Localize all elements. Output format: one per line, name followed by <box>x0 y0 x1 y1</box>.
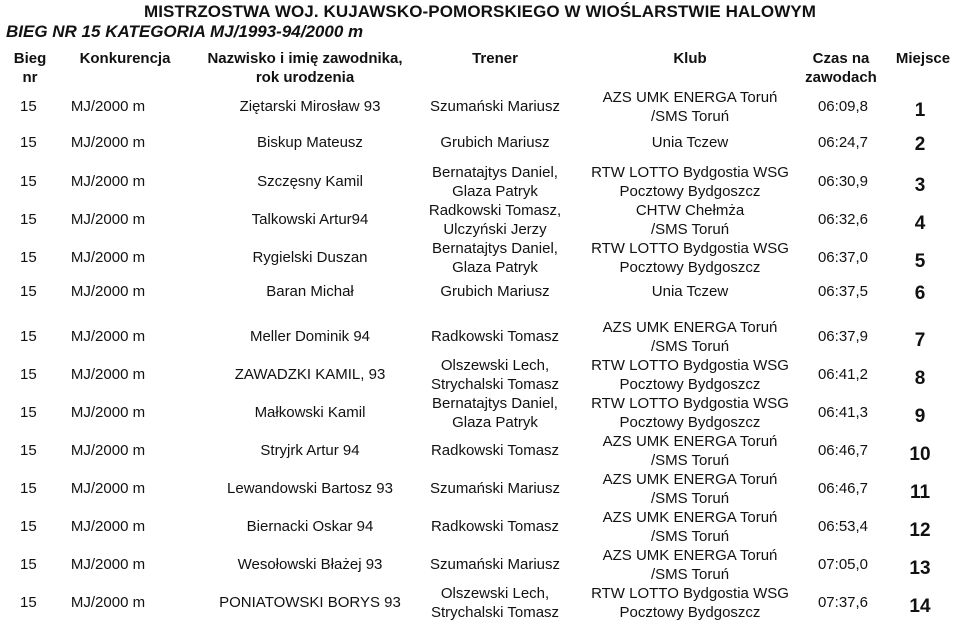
klub <box>590 508 790 546</box>
bieg-nr: 15 <box>20 442 37 459</box>
miejsce: 12 <box>909 520 931 541</box>
trener-line: Olszewski Lech, <box>440 585 550 602</box>
trener-line: Grubich Mariusz <box>440 283 550 300</box>
konkurencja: MJ/2000 m <box>70 480 146 497</box>
trener <box>420 134 570 151</box>
bieg-nr: 15 <box>20 328 37 345</box>
konkurencja: MJ/2000 m <box>70 283 146 300</box>
trener <box>420 201 570 239</box>
czas: 06:37,0 <box>817 249 869 266</box>
klub-line: Pocztowy Bydgoszcz <box>619 183 761 200</box>
klub <box>590 432 790 470</box>
trener-line: Grubich Mariusz <box>440 134 550 151</box>
klub <box>590 584 790 622</box>
klub <box>590 163 790 201</box>
klub-line: AZS UMK ENERGA Toruń <box>602 471 778 488</box>
trener <box>420 283 570 300</box>
klub-line: /SMS Toruń <box>650 108 730 125</box>
czas: 06:53,4 <box>817 518 869 535</box>
trener-line: Ulczyński Jerzy <box>443 221 547 238</box>
bieg-nr: 15 <box>20 283 37 300</box>
bieg-nr: 15 <box>20 134 37 151</box>
klub-line: Pocztowy Bydgoszcz <box>619 259 761 276</box>
miejsce: 3 <box>914 175 926 196</box>
konkurencja: MJ/2000 m <box>70 134 146 151</box>
trener-line: Szumański Mariusz <box>429 480 561 497</box>
trener-line: Radkowski Tomasz <box>430 518 560 535</box>
zawodnik-name: Ziętarski Mirosław 93 <box>239 98 381 115</box>
klub-line: RTW LOTTO Bydgostia WSG <box>591 395 789 412</box>
table-row <box>0 356 960 394</box>
klub <box>590 546 790 584</box>
zawodnik-name: Lewandowski Bartosz 93 <box>227 480 393 497</box>
klub <box>590 134 790 151</box>
bieg-nr: 15 <box>20 480 37 497</box>
konkurencja: MJ/2000 m <box>70 366 146 383</box>
konkurencja: MJ/2000 m <box>70 173 146 190</box>
trener-line: Olszewski Lech, <box>440 357 550 374</box>
trener <box>420 556 570 573</box>
klub-line: CHTW Chełmża <box>635 202 745 219</box>
klub-line: Pocztowy Bydgoszcz <box>619 376 761 393</box>
page-title: MISTRZOSTWA WOJ. KUJAWSKO-POMORSKIEGO W WIOŚLARSTWIE HALOWYM <box>143 2 817 21</box>
zawodnik-name: Rygielski Duszan <box>252 249 368 266</box>
klub <box>590 470 790 508</box>
konkurencja: MJ/2000 m <box>70 556 146 573</box>
trener-line: Glaza Patryk <box>452 259 538 276</box>
czas: 06:46,7 <box>817 480 869 497</box>
klub-line: Unia Tczew <box>651 283 729 300</box>
col-header-bieg: Bieg nr <box>13 50 47 86</box>
czas: 07:37,6 <box>817 594 869 611</box>
trener-line: Strychalski Tomasz <box>430 376 560 393</box>
trener <box>420 584 570 622</box>
klub-line: RTW LOTTO Bydgostia WSG <box>591 164 789 181</box>
table-row <box>0 584 960 622</box>
bieg-nr: 15 <box>20 211 37 228</box>
col-header-klub: Klub <box>673 50 707 67</box>
konkurencja: MJ/2000 m <box>70 211 146 228</box>
trener-line: Glaza Patryk <box>452 414 538 431</box>
czas: 06:32,6 <box>817 211 869 228</box>
miejsce: 11 <box>909 482 931 503</box>
klub-line: RTW LOTTO Bydgostia WSG <box>591 357 789 374</box>
col-header-miejsce: Miejsce <box>895 50 951 67</box>
klub-line: AZS UMK ENERGA Toruń <box>602 433 778 450</box>
bieg-nr: 15 <box>20 404 37 421</box>
col-header-trener: Trener <box>472 50 518 67</box>
bieg-nr: 15 <box>20 366 37 383</box>
table-row <box>0 318 960 356</box>
czas: 06:30,9 <box>817 173 869 190</box>
zawodnik-name: PONIATOWSKI BORYS 93 <box>219 594 401 611</box>
trener <box>420 442 570 459</box>
miejsce: 14 <box>909 596 931 617</box>
zawodnik-name: Meller Dominik 94 <box>249 328 371 345</box>
zawodnik-name: Szczęsny Kamil <box>257 173 363 190</box>
klub-line: /SMS Toruń <box>650 452 730 469</box>
zawodnik-name: Stryjrk Artur 94 <box>260 442 360 459</box>
klub <box>590 88 790 126</box>
konkurencja: MJ/2000 m <box>70 98 146 115</box>
col-header-zawodnik: Nazwisko i imię zawodnika, rok urodzenia <box>207 50 403 86</box>
konkurencja: MJ/2000 m <box>70 404 146 421</box>
trener-line: Bernatajtys Daniel, <box>432 240 558 257</box>
trener-line: Bernatajtys Daniel, <box>432 164 558 181</box>
trener-line: Szumański Mariusz <box>429 556 561 573</box>
trener <box>420 480 570 497</box>
zawodnik-name: Wesołowski Błażej 93 <box>237 556 383 573</box>
klub <box>590 239 790 277</box>
miejsce: 7 <box>914 330 926 351</box>
miejsce: 6 <box>914 283 926 304</box>
bieg-nr: 15 <box>20 173 37 190</box>
col-header-czas: Czas na zawodach <box>805 50 877 86</box>
table-row <box>0 239 960 277</box>
klub-line: RTW LOTTO Bydgostia WSG <box>591 240 789 257</box>
miejsce: 1 <box>914 100 926 121</box>
bieg-nr: 15 <box>20 594 37 611</box>
klub-line: /SMS Toruń <box>650 566 730 583</box>
trener <box>420 98 570 115</box>
klub-line: /SMS Toruń <box>650 338 730 355</box>
col-header-konkurencja: Konkurencja <box>79 50 171 67</box>
czas: 06:41,2 <box>817 366 869 383</box>
trener-line: Strychalski Tomasz <box>430 604 560 621</box>
klub-line: /SMS Toruń <box>650 528 730 545</box>
klub-line: Unia Tczew <box>651 134 729 151</box>
miejsce: 13 <box>909 558 931 579</box>
trener-line: Glaza Patryk <box>452 183 538 200</box>
zawodnik-name: Małkowski Kamil <box>254 404 366 421</box>
klub <box>590 283 790 300</box>
zawodnik-name: ZAWADZKI KAMIL, 93 <box>234 366 386 383</box>
zawodnik-name: Biskup Mateusz <box>257 134 363 151</box>
czas: 06:46,7 <box>817 442 869 459</box>
konkurencja: MJ/2000 m <box>70 518 146 535</box>
table-row <box>0 432 960 470</box>
table-row <box>0 508 960 546</box>
miejsce: 10 <box>909 444 931 465</box>
trener-line: Radkowski Tomasz <box>430 328 560 345</box>
trener <box>420 394 570 432</box>
table-row <box>0 163 960 201</box>
klub-line: Pocztowy Bydgoszcz <box>619 414 761 431</box>
bieg-nr: 15 <box>20 518 37 535</box>
table-row <box>0 283 960 321</box>
klub <box>590 356 790 394</box>
zawodnik-name: Biernacki Oskar 94 <box>246 518 374 535</box>
klub <box>590 201 790 239</box>
table-row <box>0 546 960 584</box>
table-row <box>0 201 960 239</box>
klub-line: AZS UMK ENERGA Toruń <box>602 547 778 564</box>
miejsce: 8 <box>914 368 926 389</box>
trener <box>420 328 570 345</box>
miejsce: 4 <box>914 213 926 234</box>
konkurencja: MJ/2000 m <box>70 249 146 266</box>
czas: 06:09,8 <box>817 98 869 115</box>
trener-line: Szumański Mariusz <box>429 98 561 115</box>
trener <box>420 518 570 535</box>
bieg-nr: 15 <box>20 249 37 266</box>
bieg-nr: 15 <box>20 98 37 115</box>
konkurencja: MJ/2000 m <box>70 328 146 345</box>
klub-line: AZS UMK ENERGA Toruń <box>602 89 778 106</box>
czas: 06:37,9 <box>817 328 869 345</box>
miejsce: 2 <box>914 134 926 155</box>
klub-line: AZS UMK ENERGA Toruń <box>602 509 778 526</box>
konkurencja: MJ/2000 m <box>70 442 146 459</box>
klub-line: Pocztowy Bydgoszcz <box>619 604 761 621</box>
table-row <box>0 394 960 432</box>
konkurencja: MJ/2000 m <box>70 594 146 611</box>
trener <box>420 163 570 201</box>
klub-line: /SMS Toruń <box>650 490 730 507</box>
trener-line: Bernatajtys Daniel, <box>432 395 558 412</box>
table-row <box>0 470 960 508</box>
klub-line: RTW LOTTO Bydgostia WSG <box>591 585 789 602</box>
czas: 06:37,5 <box>817 283 869 300</box>
klub-line: AZS UMK ENERGA Toruń <box>602 319 778 336</box>
czas: 06:41,3 <box>817 404 869 421</box>
page-subtitle: BIEG NR 15 KATEGORIA MJ/1993-94/2000 m <box>6 22 364 41</box>
miejsce: 5 <box>914 251 926 272</box>
trener <box>420 356 570 394</box>
zawodnik-name: Talkowski Artur94 <box>251 211 369 228</box>
czas: 06:24,7 <box>817 134 869 151</box>
klub <box>590 394 790 432</box>
zawodnik-name: Baran Michał <box>266 283 354 300</box>
czas: 07:05,0 <box>817 556 869 573</box>
miejsce: 9 <box>914 406 926 427</box>
table-row <box>0 88 960 126</box>
klub <box>590 318 790 356</box>
trener-line: Radkowski Tomasz, <box>428 202 562 219</box>
trener <box>420 239 570 277</box>
klub-line: /SMS Toruń <box>650 221 730 238</box>
trener-line: Radkowski Tomasz <box>430 442 560 459</box>
bieg-nr: 15 <box>20 556 37 573</box>
